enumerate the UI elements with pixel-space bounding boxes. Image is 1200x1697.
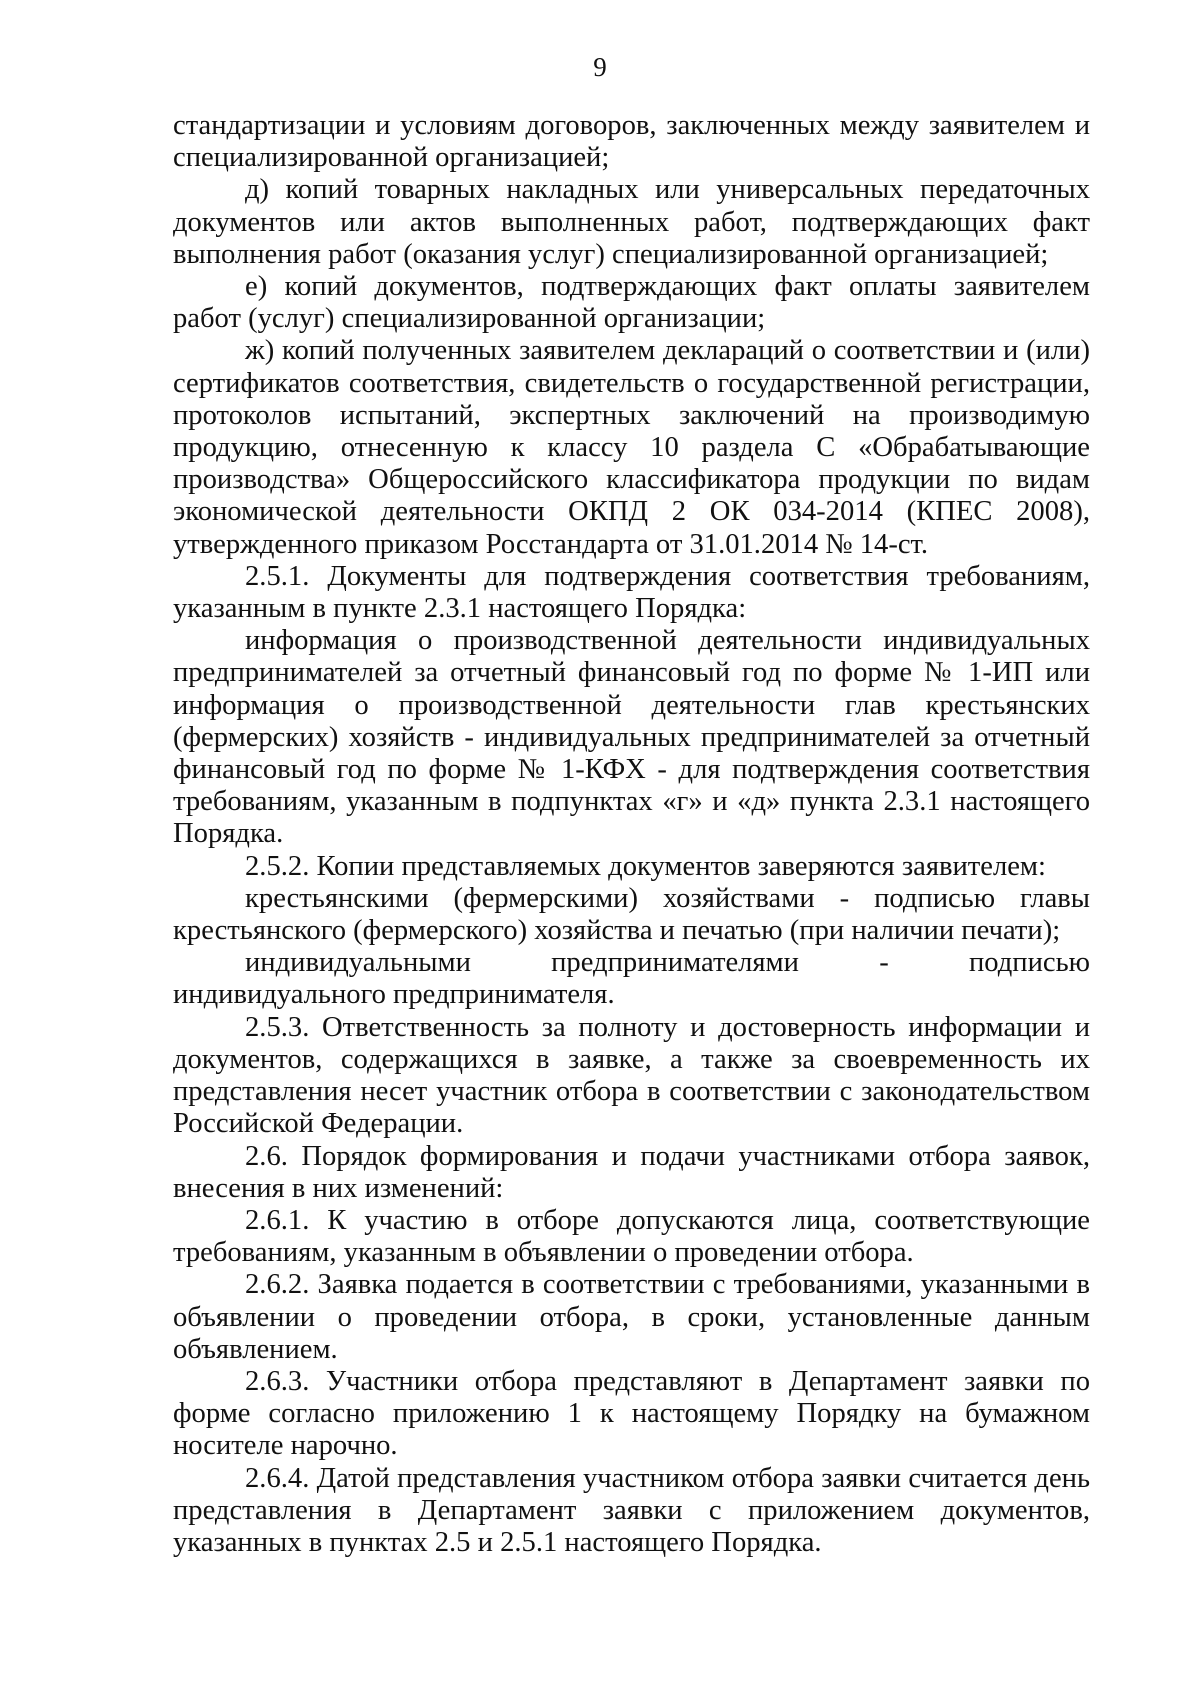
paragraph-2-5-1: 2.5.1. Документы для подтверждения соответствия требованиям, указанным в пункте 2.3.1 настоящего Порядка: <box>173 560 1090 625</box>
paragraph-2-5-3: 2.5.3. Ответственность за полноту и достоверность информации и документов, содержащихся в заявке, а также за своевременность их представления несет участник отбора в соответствии с законодательством Российской Федерации. <box>173 1011 1090 1140</box>
paragraph-2-6-1: 2.6.1. К участию в отборе допускаются лица, соответствующие требованиям, указанным в объявлении о проведении отбора. <box>173 1204 1090 1269</box>
paragraph-item-e: е) копий документов, подтверждающих факт оплаты заявителем работ (услуг) специализированной организации; <box>173 271 1090 335</box>
paragraph-2-6-4: 2.6.4. Датой представления участником отбора заявки считается день представления в Департамент заявки с приложением документов, указанных в пунктах 2.5 и 2.5.1 настоящего Порядка. <box>173 1462 1090 1558</box>
paragraph-2-5-1-info: информация о производственной деятельности индивидуальных предпринимателей за отчетный финансовый год по форме № 1-ИП или информация о производственной деятельности глав крестьянских (фермерских) хозяйств - индивидуальных предпринимателей за отчетный финансовый год по форме № 1-КФХ - для подтверждения соответствия требованиям, указанным в подпунктах «г» и «д» пункта 2.3.1 настоящего Порядка. <box>173 625 1090 850</box>
paragraph-2-5-2-entrepreneurs: индивидуальными предпринимателями - подписью индивидуального предпринимателя. <box>173 947 1090 1011</box>
paragraph-2-6-3: 2.6.3. Участники отбора представляют в Департамент заявки по форме согласно приложению 1 к настоящему Порядку на бумажном носителе нарочно. <box>173 1365 1090 1462</box>
paragraph-2-5-2-farms: крестьянскими (фермерскими) хозяйствами - подписью главы крестьянского (фермерского) хозяйства и печатью (при наличии печати); <box>173 882 1090 947</box>
paragraph-2-6-2: 2.6.2. Заявка подается в соответствии с требованиями, указанными в объявлении о проведении отбора, в сроки, установленные данным объявлением. <box>173 1269 1090 1365</box>
document-body <box>173 110 1090 1559</box>
paragraph-2-6: 2.6. Порядок формирования и подачи участниками отбора заявок, внесения в них изменений: <box>173 1140 1090 1204</box>
paragraph-item-zh: ж) копий полученных заявителем деклараций о соответствии и (или) сертификатов соответствия, свидетельств о государственной регистрации, протоколов испытаний, экспертных заключений на производимую продукцию, отнесенную к классу 10 раздела С «Обрабатывающие производства» Общероссийского классификатора продукции по видам экономической деятельности ОКПД 2 ОК 034-2014 (КПЕС 2008), утвержденного приказом Росстандарта от 31.01.2014 № 14-ст. <box>173 335 1090 560</box>
page-number: 9 <box>593 52 607 82</box>
paragraph-item-d: д) копий товарных накладных или универсальных передаточных документов или актов выполненных работ, подтверждающих факт выполнения работ (оказания услуг) специализированной организацией; <box>173 174 1090 270</box>
paragraph-continuation: стандартизации и условиям договоров, заключенных между заявителем и специализированной организацией; <box>173 110 1090 174</box>
paragraph-2-5-2: 2.5.2. Копии представляемых документов заверяются заявителем: <box>245 850 1046 882</box>
